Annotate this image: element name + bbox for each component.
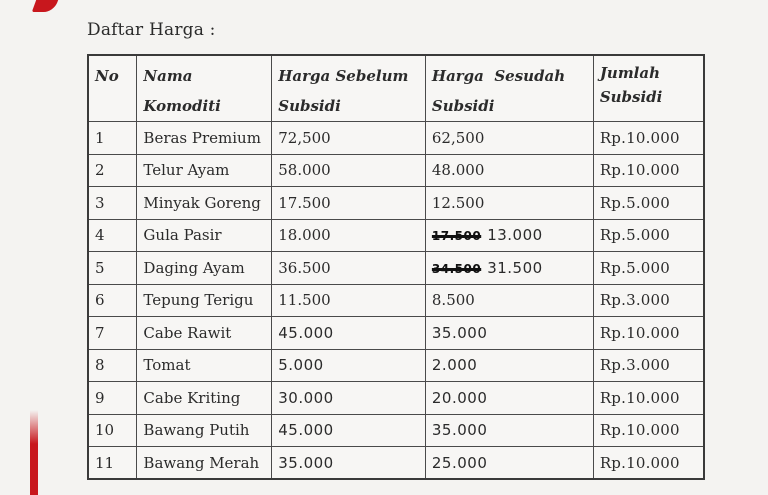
- cell-price-after: [425, 252, 593, 285]
- cell-subsidy: Rp.10.000: [593, 414, 704, 447]
- cell-subsidy: Rp.10.000: [593, 382, 704, 415]
- handwritten-price: 13.000: [487, 226, 543, 245]
- cell-price-before: 36.500: [272, 252, 426, 285]
- struck-price: 34.500: [431, 261, 482, 276]
- red-edge-mark: [30, 410, 38, 495]
- table-row: [88, 284, 704, 317]
- page-title: Daftar Harga :: [87, 20, 216, 40]
- cell-commodity: Gula Pasir: [137, 219, 272, 252]
- cell-subsidy: Rp.10.000: [593, 122, 704, 155]
- cell-subsidy: Rp.10.000: [593, 317, 704, 350]
- cell-price-after: 35.000: [425, 414, 593, 447]
- cell-price-after: 25.000: [425, 447, 593, 480]
- cell-no: 4: [88, 219, 137, 252]
- cell-subsidy: Rp.5.000: [593, 187, 704, 220]
- cell-no: 1: [88, 122, 137, 155]
- header-subsidy: [593, 55, 704, 122]
- cell-no: 9: [88, 382, 137, 415]
- cell-commodity: Daging Ayam: [137, 252, 272, 285]
- cell-commodity: Cabe Rawit: [137, 317, 272, 350]
- price-table: [87, 54, 705, 480]
- header-subsidy-line1: Jumlah: [599, 64, 661, 82]
- cell-price-after: 20.000: [425, 382, 593, 415]
- cell-commodity: Tepung Terigu: [137, 284, 272, 317]
- header-no: No: [88, 55, 137, 122]
- cell-price-before: 45.000: [272, 317, 426, 350]
- cell-price-before: 5.000: [272, 349, 426, 382]
- header-price-after: [425, 55, 593, 122]
- handwritten-price: 31.500: [487, 258, 543, 277]
- cell-price-before: 17.500: [272, 187, 426, 220]
- cell-price-after: 8.500: [425, 284, 593, 317]
- table-row: [88, 447, 704, 480]
- table-row: [88, 219, 704, 252]
- cell-no: 3: [88, 187, 137, 220]
- cell-commodity: Minyak Goreng: [137, 187, 272, 220]
- header-subsidy-line2: Subsidi: [599, 88, 663, 106]
- cell-subsidy: Rp.5.000: [593, 252, 704, 285]
- cell-no: 10: [88, 414, 137, 447]
- cell-commodity: Bawang Putih: [137, 414, 272, 447]
- header-price-before-line2: Subsidi: [278, 97, 341, 115]
- table-row: [88, 154, 704, 187]
- cell-price-before: 11.500: [272, 284, 426, 317]
- cell-commodity: Bawang Merah: [137, 447, 272, 480]
- table-row: [88, 382, 704, 415]
- header-price-before-line1: Harga Sebelum: [278, 67, 409, 85]
- red-corner-mark: [32, 0, 58, 12]
- cell-no: 5: [88, 252, 137, 285]
- table-row: [88, 317, 704, 350]
- cell-price-after: 48.000: [425, 154, 593, 187]
- cell-price-after: [425, 219, 593, 252]
- header-commodity-line1: Nama: [143, 67, 193, 85]
- cell-price-after: 35.000: [425, 317, 593, 350]
- cell-price-after: 12.500: [425, 187, 593, 220]
- cell-subsidy: Rp.10.000: [593, 447, 704, 480]
- cell-price-before: 35.000: [272, 447, 426, 480]
- header-commodity: [137, 55, 272, 122]
- cell-price-before: 30.000: [272, 382, 426, 415]
- cell-commodity: Tomat: [137, 349, 272, 382]
- cell-commodity: Cabe Kriting: [137, 382, 272, 415]
- header-price-before: [272, 55, 426, 122]
- cell-subsidy: Rp.10.000: [593, 154, 704, 187]
- cell-price-after: 62,500: [425, 122, 593, 155]
- table-row: [88, 252, 704, 285]
- cell-price-before: 58.000: [272, 154, 426, 187]
- table-row: [88, 122, 704, 155]
- struck-price: 17.500: [431, 229, 482, 244]
- cell-no: 11: [88, 447, 137, 480]
- cell-no: 6: [88, 284, 137, 317]
- table-row: [88, 187, 704, 220]
- cell-no: 7: [88, 317, 137, 350]
- header-price-after-line2: Subsidi: [431, 97, 495, 115]
- cell-subsidy: Rp.5.000: [593, 219, 704, 252]
- cell-subsidy: Rp.3.000: [593, 349, 704, 382]
- cell-price-before: 45.000: [272, 414, 426, 447]
- table-row: [88, 414, 704, 447]
- cell-no: 2: [88, 154, 137, 187]
- cell-subsidy: Rp.3.000: [593, 284, 704, 317]
- table-row: [88, 349, 704, 382]
- header-price-after-line1: Harga Sesudah: [431, 67, 566, 85]
- cell-no: 8: [88, 349, 137, 382]
- cell-price-before: 72,500: [272, 122, 426, 155]
- header-row: [88, 55, 704, 122]
- cell-commodity: Telur Ayam: [137, 154, 272, 187]
- cell-price-before: 18.000: [272, 219, 426, 252]
- header-commodity-line2: Komoditi: [143, 97, 221, 115]
- cell-commodity: Beras Premium: [137, 122, 272, 155]
- cell-price-after: 2.000: [425, 349, 593, 382]
